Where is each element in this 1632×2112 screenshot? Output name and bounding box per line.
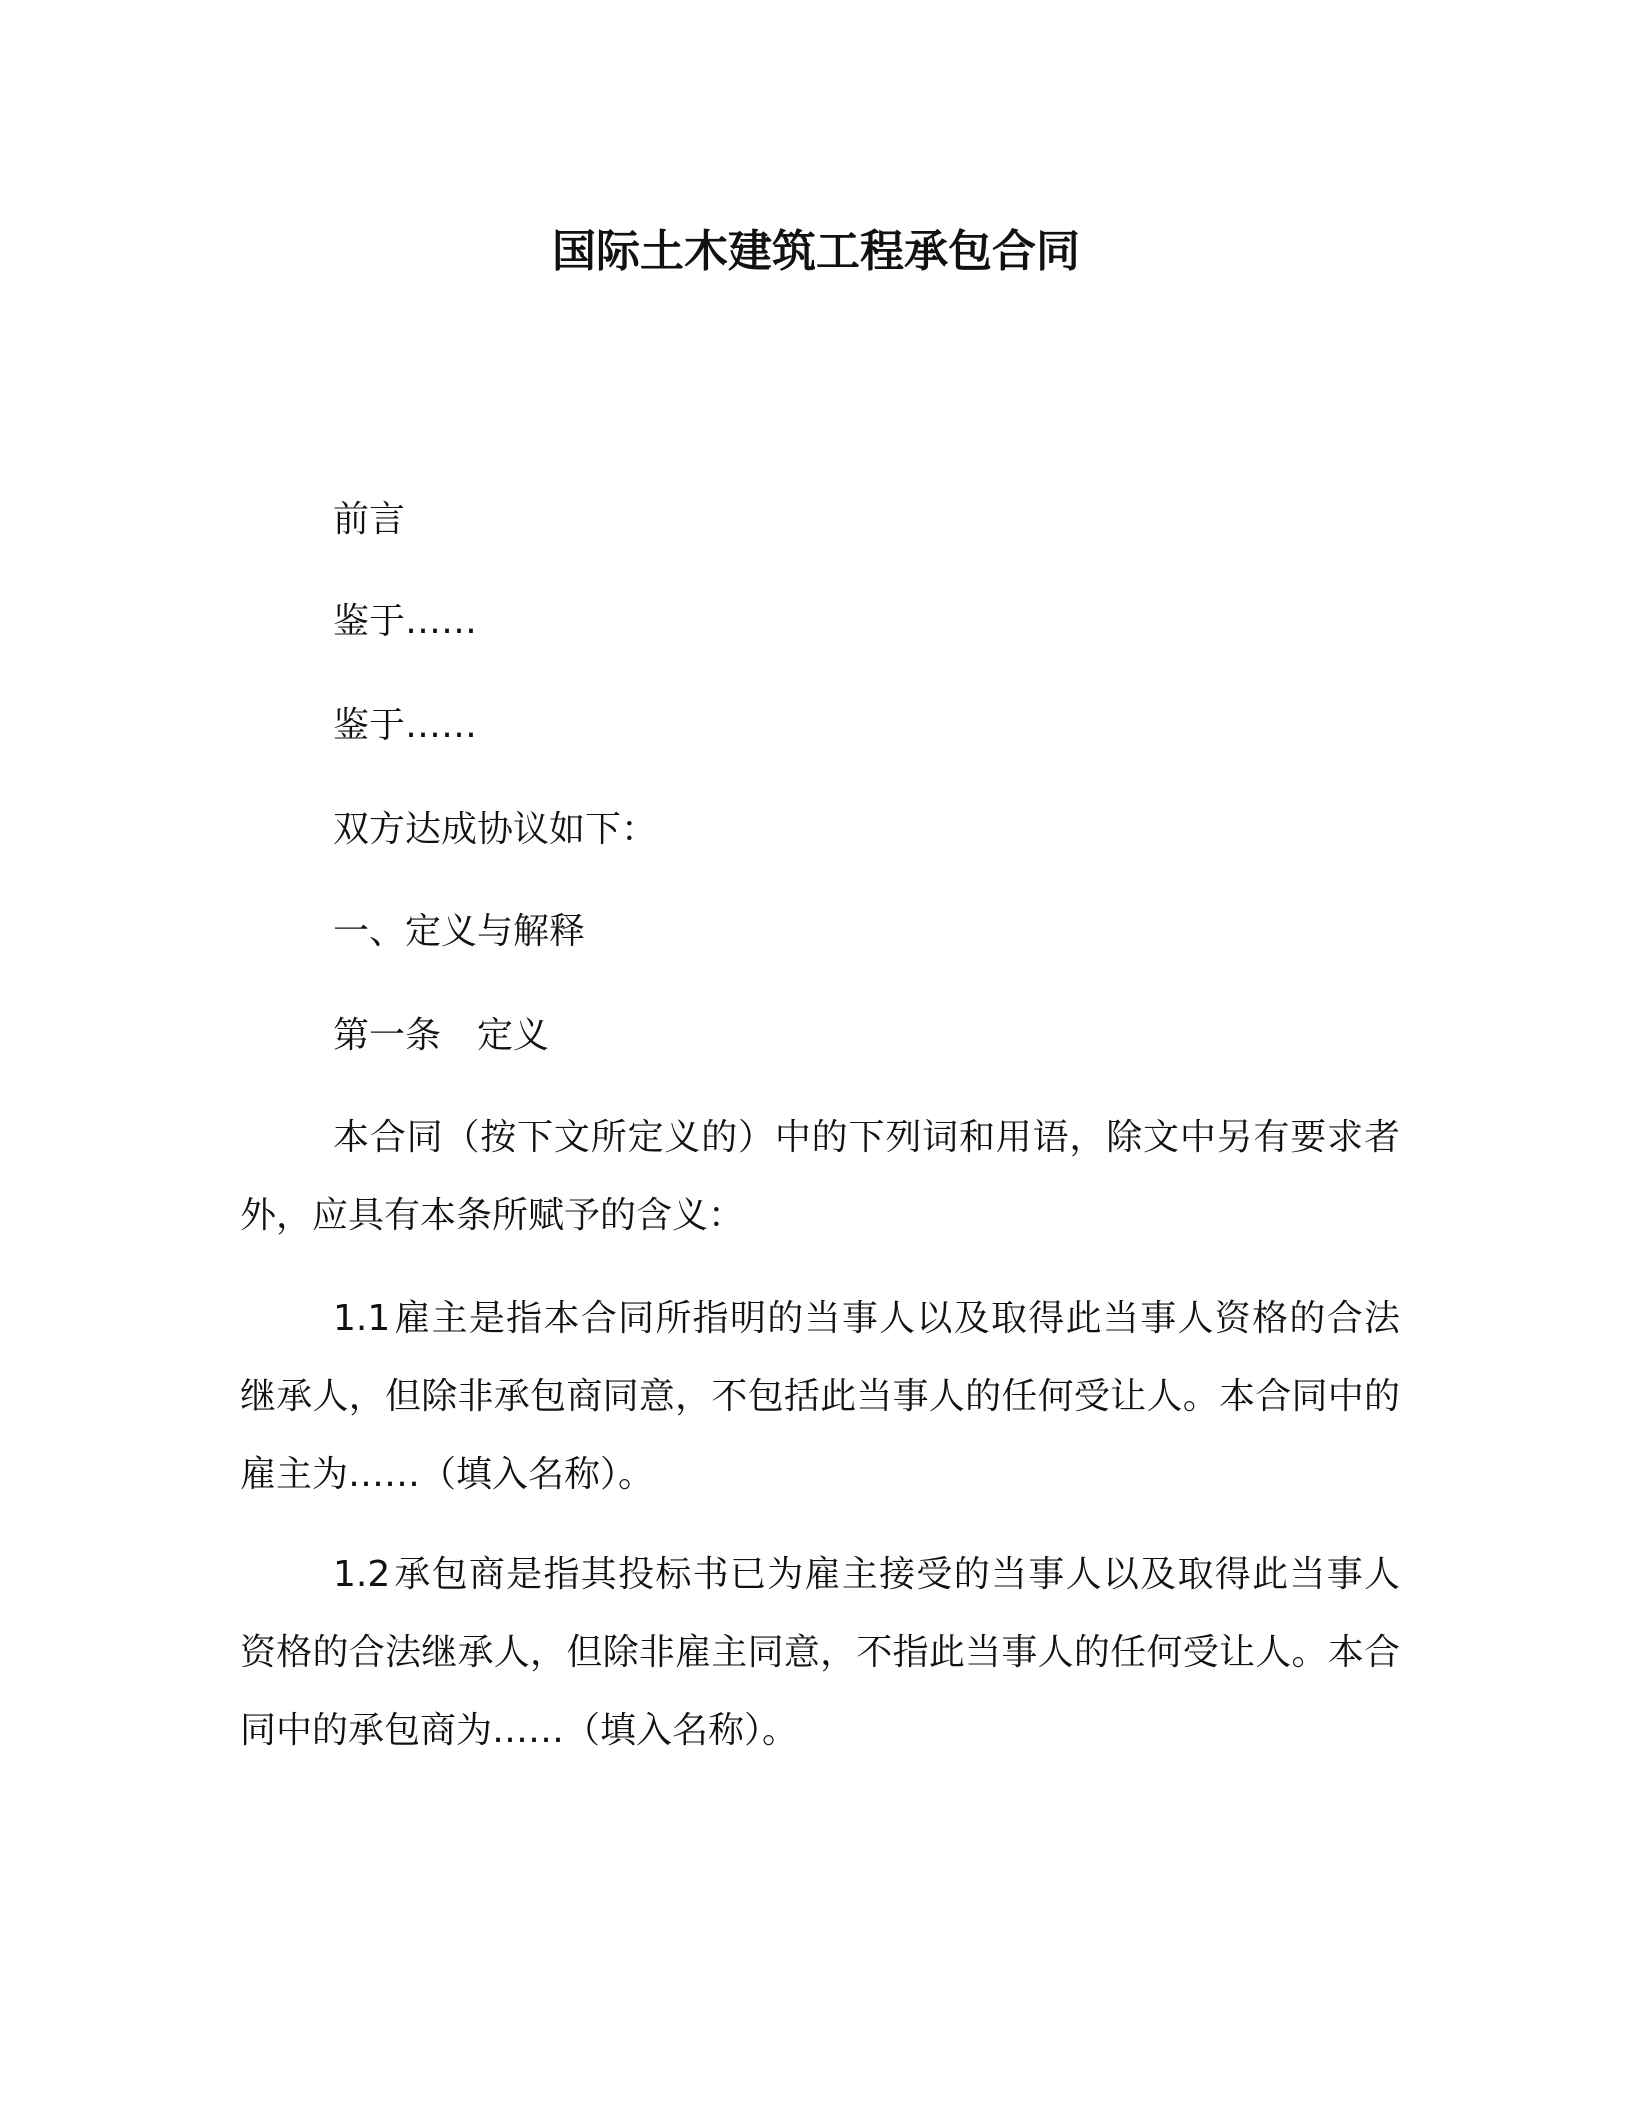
agreement-intro: 双方达成协议如下： <box>333 809 658 850</box>
section-heading: 一、定义与解释 <box>333 911 586 952</box>
clause-1-2 <box>240 1536 1400 1770</box>
clause-number: 1.2 <box>333 1554 391 1595</box>
preface-heading: 前言 <box>333 499 406 540</box>
clause-number: 1.1 <box>333 1298 391 1339</box>
clause-text: 雇主是指本合同所指明的当事人以及取得此当事人资格的合法继承人，但除非承包商同意，不包括此当事人的任何受让人。本合同中的雇主为……（填入名称）。 <box>240 1298 1400 1495</box>
document-title: 国际土木建筑工程承包合同 <box>552 226 1080 277</box>
clause-1-1 <box>240 1280 1400 1514</box>
clause-text: 承包商是指其投标书已为雇主接受的当事人以及取得此当事人资格的合法继承人，但除非雇主同意，不指此当事人的任何受让人。本合同中的承包商为……（填入名称）。 <box>240 1554 1400 1751</box>
whereas-clause-1: 鉴于…… <box>333 601 478 642</box>
whereas-clause-2: 鉴于…… <box>333 705 478 746</box>
article-intro-paragraph: 本合同（按下文所定义的）中的下列词和用语，除文中另有要求者外，应具有本条所赋予的含义： <box>240 1117 1400 1236</box>
article-heading: 第一条 定义 <box>333 1015 550 1056</box>
